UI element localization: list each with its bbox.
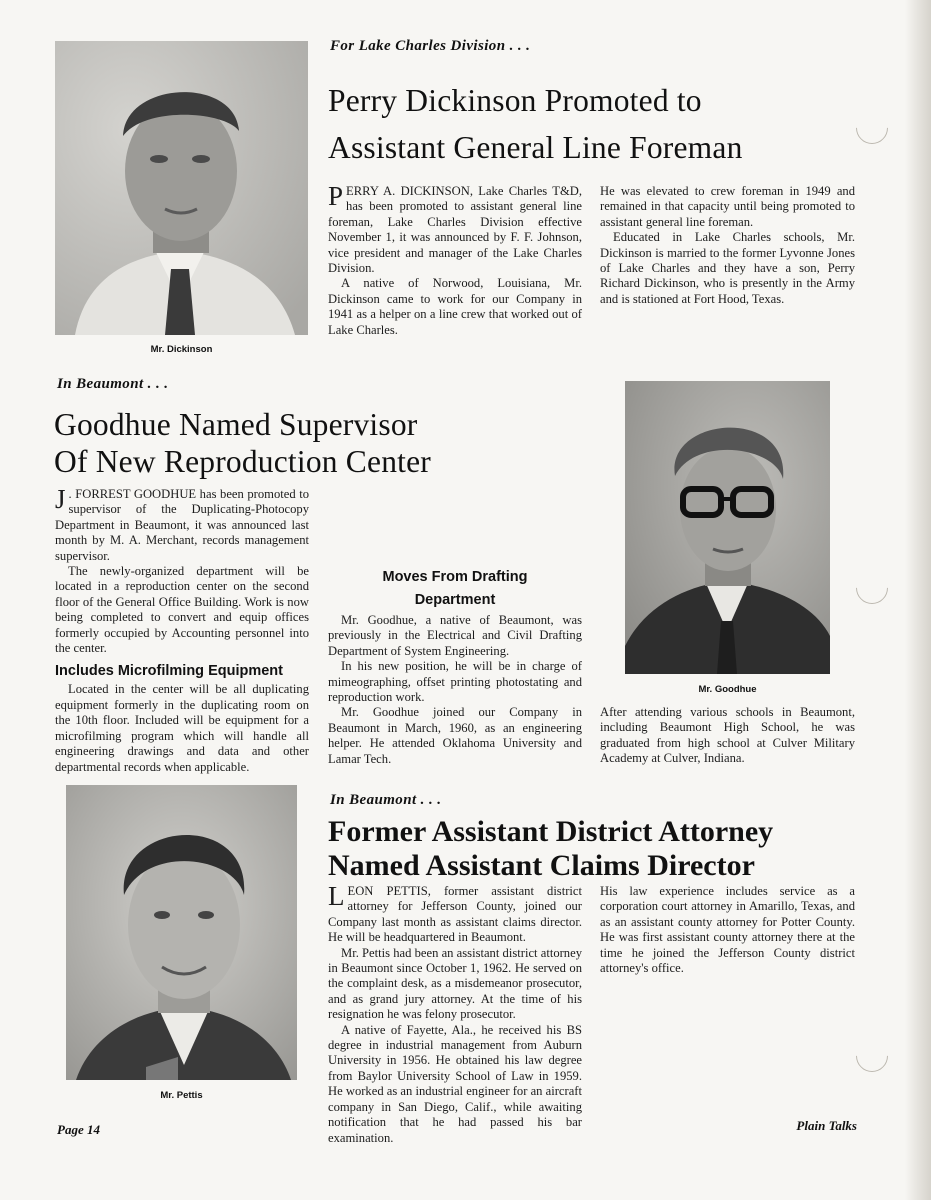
article2-paragraph-7: After attending various schools in Beaumont, including Beaumont High School, he was graduated from high school at Culver Military Academy at Culver, Indiana. xyxy=(600,705,855,766)
article3-paragraph-4: His law experience includes service as a corporation court attorney in Amarillo, Texas, and as an assistant county attorney for Potter County. He was first assistant county attorney there at the time he joined the Jefferson County district attorney's office. xyxy=(600,884,855,976)
article2-dropcap: J xyxy=(55,484,66,514)
binder-hole xyxy=(849,105,894,150)
article1-headline-line2: Assistant General Line Foreman xyxy=(328,130,743,165)
article3-headline-line1: Former Assistant District Attorney xyxy=(328,815,774,848)
article3-paragraph-2: Mr. Pettis had been an assistant district attorney in Beaumont since October 1, 1962. He served on the complaint desk, as a misdemeanor prosecutor, and as grand jury attorney. At the time of his resignation he was felony prosecutor. xyxy=(328,945,582,1022)
article1-column-2 xyxy=(600,184,855,307)
article3-paragraph-1: EON PETTIS, former assistant district attorney for Jefferson County, joined our Company last month as assistant claims director. He will be headquartered in Beaumont. xyxy=(328,884,582,945)
article1-paragraph-1: ERRY A. DICKINSON, Lake Charles T&D, has been promoted to assistant general line foreman, Lake Charles Division effective November 1, it was announced by F. F. Johnson, vice president and manager of the Lake Charles Division. xyxy=(328,184,582,276)
article1-paragraph-4: Educated in Lake Charles schools, Mr. Dickinson is married to the former Lyvonne Jones of Lake Charles and they have a son, Perry Richard Dickinson, who is presently in the Army and is stationed at Fort Hood, Texas. xyxy=(600,230,855,306)
article3-column-2 xyxy=(600,884,855,976)
article1-paragraph-2: A native of Norwood, Louisiana, Mr. Dickinson came to work for our Company in 1941 as a helper on a line crew that worked out of Lake Charles. xyxy=(328,276,582,337)
goodhue-photo xyxy=(625,381,830,674)
article2-kicker: In Beaumont . . . xyxy=(57,376,169,392)
article2-column-3 xyxy=(600,705,855,767)
article2-paragraph-3: Located in the center will be all duplicating equipment formerly in the duplicating room on the 10th floor. Included will be equipment for a microfilming program which will handle all engineering drawings and data and other departmental records when applicable. xyxy=(55,682,309,774)
article2-paragraph-1: . FORREST GOODHUE has been promoted to supervisor of the Duplicating-Photocopy Department in Beaumont, it was announced last month by M. A. Merchant, records management supervisor. xyxy=(55,487,309,563)
article2-column-1 xyxy=(55,484,309,775)
article2-paragraph-4: Mr. Goodhue, a native of Beaumont, was previously in the Electrical and Civil Drafting Department of System Engineering. xyxy=(328,613,582,658)
page-number: Page 14 xyxy=(57,1122,100,1137)
article2-headline-line2: Of New Reproduction Center xyxy=(54,444,431,479)
article1-kicker: For Lake Charles Division . . . xyxy=(330,38,531,54)
article3-column-1 xyxy=(328,881,582,1146)
binder-hole xyxy=(849,1033,894,1078)
article1-headline-line1: Perry Dickinson Promoted to xyxy=(328,83,702,118)
article2-subhead-drafting-line1: Moves From Drafting xyxy=(382,569,528,585)
article3-headline-line2: Named Assistant Claims Director xyxy=(328,849,755,882)
publication-name: Plain Talks xyxy=(796,1118,857,1133)
article1-column-1 xyxy=(328,181,582,338)
article2-paragraph-5: In his new position, he will be in charge of mimeographing, offset printing photostating and reproduction work. xyxy=(328,659,582,705)
goodhue-photo-caption: Mr. Goodhue xyxy=(698,684,757,695)
article3-paragraph-3: A native of Fayette, Ala., he received his BS degree in industrial management from Auburn University in 1956. He obtained his law degree from Baylor University School of Law in 1959. He worked as an industrial engineer for an aircraft company in San Diego, Calif., while awaiting notification that he had passed his bar examination. xyxy=(328,1022,582,1145)
article3-kicker: In Beaumont . . . xyxy=(330,792,442,808)
pettis-photo xyxy=(66,785,297,1080)
article2-paragraph-6: Mr. Goodhue joined our Company in Beaumont in March, 1960, as an engineering helper. He attended Oklahoma University and Lamar Tech. xyxy=(328,705,582,766)
article2-paragraph-2: The newly-organized department will be located in a reproduction center on the second floor of the General Office Building. Work is now being completed to convert and equip offices formerly occupied by Accounting personnel into the center. xyxy=(55,564,309,656)
dickinson-photo-caption: Mr. Dickinson xyxy=(150,344,213,355)
pettis-photo-caption: Mr. Pettis xyxy=(160,1090,203,1101)
article1-paragraph-3: He was elevated to crew foreman in 1949 and remained in that capacity until being promoted to assistant general line foreman. xyxy=(600,184,855,229)
dickinson-photo xyxy=(55,41,308,335)
binder-hole xyxy=(849,565,894,610)
article3-dropcap: L xyxy=(328,881,345,911)
article2-subhead-drafting-line2: Department xyxy=(414,592,496,608)
page-binding-edge xyxy=(905,0,931,1200)
article1-dropcap: P xyxy=(328,181,344,211)
article2-column-2 xyxy=(328,564,582,767)
article2-subhead-microfilming: Includes Microfilming Equipment xyxy=(55,663,283,680)
article2-headline-line1: Goodhue Named Supervisor xyxy=(54,407,418,442)
